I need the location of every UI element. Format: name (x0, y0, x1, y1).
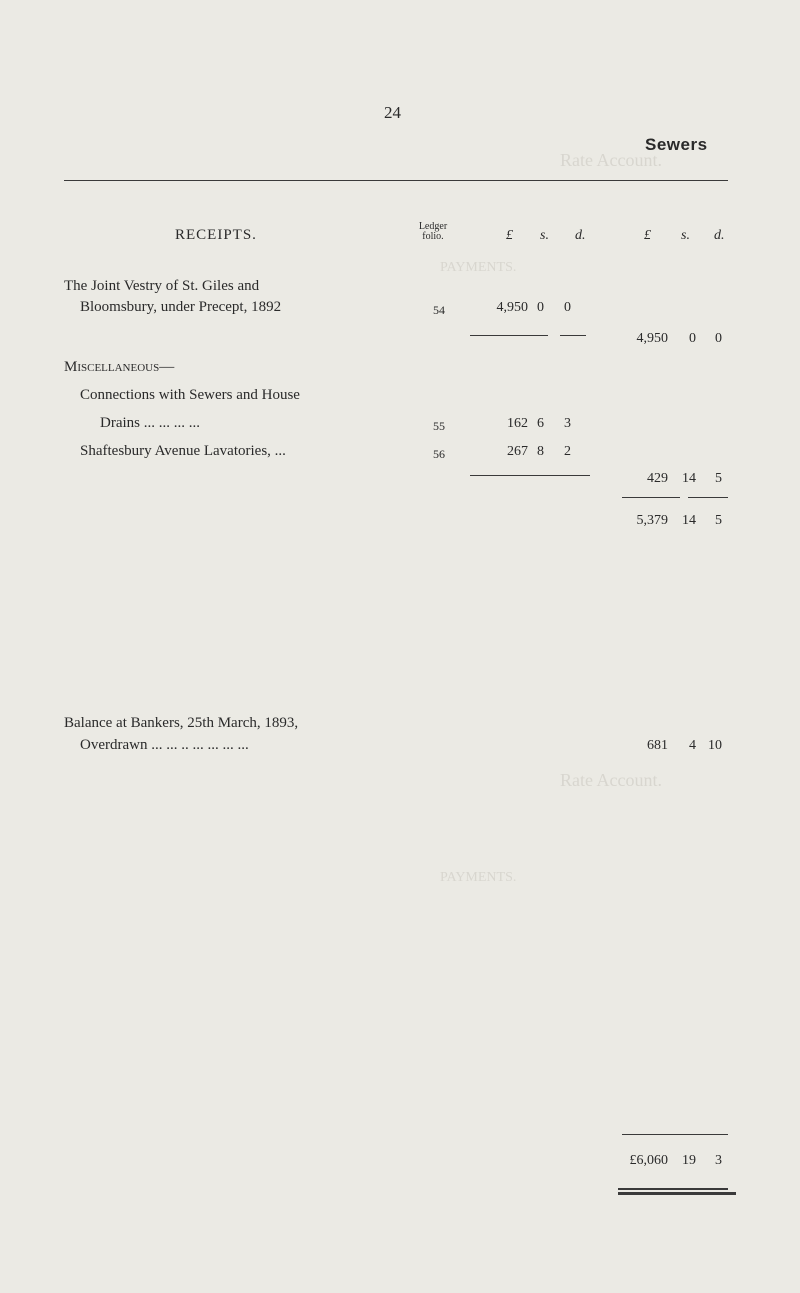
vestry-total-shillings: 0 (689, 331, 696, 346)
misc-total-pounds: 429 (647, 471, 668, 486)
vestry-pounds: 4,950 (496, 300, 528, 315)
pounds-heading-total: £ (644, 228, 651, 243)
section-title: Sewers (645, 135, 708, 154)
vestry-sum-rule (470, 335, 548, 336)
shaftesbury-shillings: 8 (537, 444, 544, 459)
header-rule (64, 180, 728, 181)
connections-pence: 3 (564, 416, 571, 431)
balance-shillings: 4 (689, 738, 696, 753)
receipts-heading: RECEIPTS. (175, 227, 257, 243)
misc-total-shillings: 14 (682, 471, 696, 486)
grand-total-rule (622, 1134, 728, 1135)
balance-label-line2: Overdrawn ... ... .. ... ... ... ... (80, 737, 249, 753)
subtotal-rule (688, 497, 728, 498)
misc-total-pence: 5 (715, 471, 722, 486)
shaftesbury-pence: 2 (564, 444, 571, 459)
pounds-heading: £ (506, 228, 513, 243)
pence-heading: d. (575, 228, 586, 243)
subtotal-pence: 5 (715, 513, 722, 528)
grand-total-pence: 3 (715, 1153, 722, 1168)
ledger-folio-heading: Ledger folio. (418, 221, 448, 242)
vestry-shillings: 0 (537, 300, 544, 315)
vestry-total-pence: 0 (715, 331, 722, 346)
vestry-total-pounds: 4,950 (636, 331, 668, 346)
vestry-label-line2: Bloomsbury, under Precept, 1892 (80, 299, 282, 315)
subtotal-rule (622, 497, 680, 498)
bleed-through-text: Rate Account. (560, 150, 662, 170)
misc-sum-rule (470, 475, 590, 476)
vestry-sum-rule (560, 335, 586, 336)
bleed-through-text: PAYMENTS. (440, 260, 517, 275)
shillings-heading-total: s. (681, 228, 690, 243)
misc-heading: Miscellaneous— (64, 359, 175, 375)
bleed-through-text: PAYMENTS. (440, 870, 517, 885)
shillings-heading: s. (540, 228, 549, 243)
vestry-label-line1: The Joint Vestry of St. Giles and (64, 278, 260, 294)
vestry-pence: 0 (564, 300, 571, 315)
grand-total-shillings: 19 (682, 1153, 696, 1168)
balance-pounds: 681 (647, 738, 668, 753)
balance-pence: 10 (708, 738, 722, 753)
connections-shillings: 6 (537, 416, 544, 431)
subtotal-shillings: 14 (682, 513, 696, 528)
shaftesbury-folio: 56 (433, 447, 445, 461)
pence-heading-total: d. (714, 228, 725, 243)
connections-folio: 55 (433, 419, 445, 433)
connections-label-line1: Connections with Sewers and House (80, 387, 300, 403)
connections-pounds: 162 (507, 416, 528, 431)
vestry-folio: 54 (433, 303, 445, 317)
balance-label-line1: Balance at Bankers, 25th March, 1893, (64, 715, 299, 731)
bleed-through-text: Rate Account. (560, 770, 662, 790)
grand-total-double-rule (618, 1192, 736, 1195)
shaftesbury-pounds: 267 (507, 444, 528, 459)
page-number: 24 (384, 103, 401, 122)
grand-total-double-rule (618, 1188, 728, 1190)
grand-total-pounds: £6,060 (629, 1153, 668, 1168)
subtotal-pounds: 5,379 (636, 513, 668, 528)
shaftesbury-label: Shaftesbury Avenue Lavatories, ... (80, 443, 286, 459)
connections-label-line2: Drains ... ... ... ... (100, 415, 200, 431)
